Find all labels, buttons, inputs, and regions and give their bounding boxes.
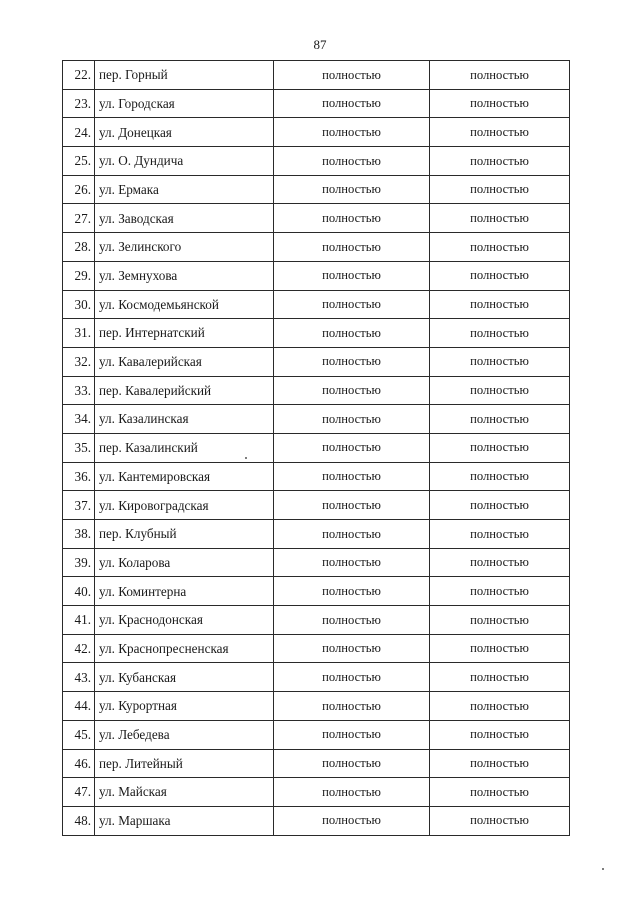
row-number: 37. xyxy=(63,491,95,520)
street-name: ул. Краснопресненская xyxy=(95,634,274,663)
row-number: 25. xyxy=(63,147,95,176)
table-row xyxy=(63,606,570,635)
status-cell-a: полностью xyxy=(274,405,430,434)
row-number: 28. xyxy=(63,233,95,262)
status-cell-b: полностью xyxy=(430,548,570,577)
status-cell-b: полностью xyxy=(430,491,570,520)
status-cell-a: полностью xyxy=(274,577,430,606)
status-cell-a: полностью xyxy=(274,261,430,290)
table-row xyxy=(63,692,570,721)
status-cell-b: полностью xyxy=(430,405,570,434)
row-number: 40. xyxy=(63,577,95,606)
table-row xyxy=(63,778,570,807)
status-cell-a: полностью xyxy=(274,433,430,462)
status-cell-a: полностью xyxy=(274,491,430,520)
status-cell-a: полностью xyxy=(274,290,430,319)
row-number: 29. xyxy=(63,261,95,290)
status-cell-b: полностью xyxy=(430,806,570,835)
street-name: пер. Литейный xyxy=(95,749,274,778)
status-cell-b: полностью xyxy=(430,118,570,147)
status-cell-a: полностью xyxy=(274,548,430,577)
status-cell-a: полностью xyxy=(274,806,430,835)
status-cell-b: полностью xyxy=(430,61,570,90)
table-row xyxy=(63,204,570,233)
status-cell-b: полностью xyxy=(430,376,570,405)
row-number: 24. xyxy=(63,118,95,147)
street-name: ул. Ермака xyxy=(95,175,274,204)
street-name: ул. Кубанская xyxy=(95,663,274,692)
table-row xyxy=(63,634,570,663)
status-cell-b: полностью xyxy=(430,319,570,348)
table-row xyxy=(63,548,570,577)
status-cell-a: полностью xyxy=(274,175,430,204)
street-name: ул. Зелинского xyxy=(95,233,274,262)
status-cell-b: полностью xyxy=(430,89,570,118)
table-body xyxy=(63,61,570,836)
status-cell-b: полностью xyxy=(430,347,570,376)
status-cell-b: полностью xyxy=(430,147,570,176)
status-cell-b: полностью xyxy=(430,577,570,606)
street-name: ул. Майская xyxy=(95,778,274,807)
row-number: 48. xyxy=(63,806,95,835)
row-number: 44. xyxy=(63,692,95,721)
row-number: 35. xyxy=(63,433,95,462)
status-cell-b: полностью xyxy=(430,175,570,204)
table-row xyxy=(63,433,570,462)
row-number: 26. xyxy=(63,175,95,204)
table-row xyxy=(63,61,570,90)
street-name: ул. Лебедева xyxy=(95,720,274,749)
street-name: ул. О. Дундича xyxy=(95,147,274,176)
street-name: пер. Кавалерийский xyxy=(95,376,274,405)
table-row xyxy=(63,147,570,176)
status-cell-a: полностью xyxy=(274,118,430,147)
status-cell-a: полностью xyxy=(274,347,430,376)
street-name: ул. Донецкая xyxy=(95,118,274,147)
street-name: ул. Земнухова xyxy=(95,261,274,290)
table-row xyxy=(63,233,570,262)
table-row xyxy=(63,319,570,348)
status-cell-b: полностью xyxy=(430,749,570,778)
status-cell-a: полностью xyxy=(274,778,430,807)
street-name: ул. Маршака xyxy=(95,806,274,835)
row-number: 33. xyxy=(63,376,95,405)
table-row xyxy=(63,89,570,118)
status-cell-a: полностью xyxy=(274,749,430,778)
streets-table xyxy=(62,60,570,836)
table-row xyxy=(63,347,570,376)
street-name: ул. Краснодонская xyxy=(95,606,274,635)
table-row xyxy=(63,290,570,319)
status-cell-a: полностью xyxy=(274,89,430,118)
street-name: ул. Кавалерийская xyxy=(95,347,274,376)
row-number: 32. xyxy=(63,347,95,376)
status-cell-a: полностью xyxy=(274,720,430,749)
street-name: ул. Казалинская xyxy=(95,405,274,434)
row-number: 42. xyxy=(63,634,95,663)
street-name: пер. Клубный xyxy=(95,520,274,549)
row-number: 38. xyxy=(63,520,95,549)
row-number: 41. xyxy=(63,606,95,635)
row-number: 43. xyxy=(63,663,95,692)
status-cell-b: полностью xyxy=(430,261,570,290)
status-cell-b: полностью xyxy=(430,663,570,692)
table-row xyxy=(63,806,570,835)
row-number: 31. xyxy=(63,319,95,348)
table-row xyxy=(63,749,570,778)
status-cell-b: полностью xyxy=(430,204,570,233)
status-cell-a: полностью xyxy=(274,233,430,262)
street-name: ул. Курортная xyxy=(95,692,274,721)
row-number: 30. xyxy=(63,290,95,319)
table-row xyxy=(63,261,570,290)
table-row xyxy=(63,175,570,204)
row-number: 45. xyxy=(63,720,95,749)
status-cell-b: полностью xyxy=(430,778,570,807)
table-row xyxy=(63,577,570,606)
row-number: 22. xyxy=(63,61,95,90)
row-number: 23. xyxy=(63,89,95,118)
status-cell-b: полностью xyxy=(430,233,570,262)
street-name: ул. Космодемьянской xyxy=(95,290,274,319)
street-name: пер. Казалинский xyxy=(95,433,274,462)
table-row xyxy=(63,520,570,549)
street-name: пер. Горный xyxy=(95,61,274,90)
table-row xyxy=(63,663,570,692)
row-number: 27. xyxy=(63,204,95,233)
street-name: ул. Коминтерна xyxy=(95,577,274,606)
street-name: пер. Интернатский xyxy=(95,319,274,348)
status-cell-b: полностью xyxy=(430,606,570,635)
status-cell-a: полностью xyxy=(274,692,430,721)
table-row xyxy=(63,720,570,749)
status-cell-a: полностью xyxy=(274,462,430,491)
street-name: ул. Кировоградская xyxy=(95,491,274,520)
row-number: 39. xyxy=(63,548,95,577)
scan-speck xyxy=(602,868,604,870)
status-cell-a: полностью xyxy=(274,663,430,692)
row-number: 34. xyxy=(63,405,95,434)
row-number: 46. xyxy=(63,749,95,778)
scan-speck xyxy=(245,457,247,459)
table-row xyxy=(63,118,570,147)
status-cell-b: полностью xyxy=(430,433,570,462)
table-row xyxy=(63,462,570,491)
table-row xyxy=(63,491,570,520)
street-name: ул. Коларова xyxy=(95,548,274,577)
status-cell-a: полностью xyxy=(274,634,430,663)
status-cell-a: полностью xyxy=(274,61,430,90)
status-cell-a: полностью xyxy=(274,204,430,233)
status-cell-a: полностью xyxy=(274,376,430,405)
street-name: ул. Городская xyxy=(95,89,274,118)
status-cell-a: полностью xyxy=(274,319,430,348)
status-cell-b: полностью xyxy=(430,290,570,319)
row-number: 36. xyxy=(63,462,95,491)
status-cell-b: полностью xyxy=(430,692,570,721)
street-name: ул. Кантемировская xyxy=(95,462,274,491)
table-row xyxy=(63,376,570,405)
status-cell-a: полностью xyxy=(274,606,430,635)
status-cell-b: полностью xyxy=(430,634,570,663)
status-cell-b: полностью xyxy=(430,720,570,749)
page-number: 87 xyxy=(313,37,327,52)
street-name: ул. Заводская xyxy=(95,204,274,233)
status-cell-b: полностью xyxy=(430,462,570,491)
row-number: 47. xyxy=(63,778,95,807)
status-cell-a: полностью xyxy=(274,147,430,176)
status-cell-a: полностью xyxy=(274,520,430,549)
table-row xyxy=(63,405,570,434)
status-cell-b: полностью xyxy=(430,520,570,549)
